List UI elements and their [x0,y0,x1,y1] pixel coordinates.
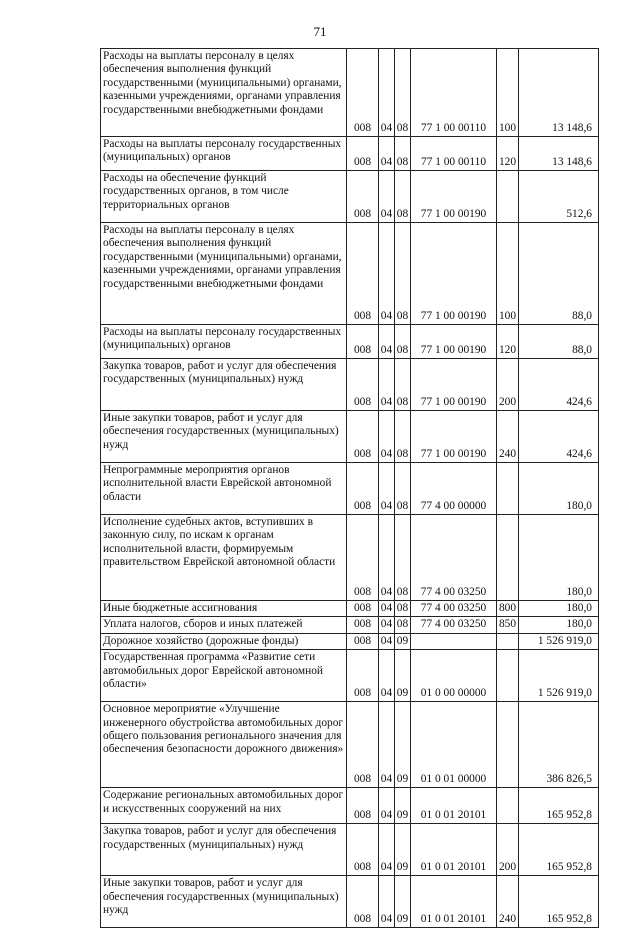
row-expense-type-code: 800 [497,601,519,617]
row-ved-code: 008 [347,463,379,515]
row-expense-type-code [497,171,519,223]
table-row [101,617,599,633]
row-subsection-code: 09 [395,650,411,702]
row-expense-type-code: 200 [497,359,519,411]
row-amount: 424,6 [519,411,599,463]
row-subsection-code: 09 [395,633,411,649]
page-number: 71 [313,24,327,39]
row-expense-type-code: 100 [497,49,519,137]
row-target-article-code: 77 1 00 00190 [411,411,497,463]
row-amount: 180,0 [519,617,599,633]
table-row [101,411,599,463]
table-row [101,788,599,824]
row-target-article-code: 77 4 00 03250 [411,515,497,601]
row-subsection-code: 09 [395,788,411,824]
row-ved-code: 008 [347,171,379,223]
row-amount: 165 952,8 [519,876,599,928]
row-subsection-code: 08 [395,137,411,171]
row-amount: 1 526 919,0 [519,650,599,702]
row-subsection-code: 08 [395,515,411,601]
row-section-code: 04 [379,515,395,601]
row-name: Дорожное хозяйство (дорожные фонды) [101,633,347,649]
table-row [101,49,599,137]
table-row [101,824,599,876]
row-subsection-code: 08 [395,325,411,359]
table-row [101,633,599,649]
row-section-code: 04 [379,463,395,515]
row-amount: 180,0 [519,463,599,515]
row-expense-type-code: 850 [497,617,519,633]
row-name: Расходы на выплаты персоналу государственных (муниципальных) органов [101,325,347,359]
row-target-article-code: 01 0 01 20101 [411,788,497,824]
row-ved-code: 008 [347,359,379,411]
row-subsection-code: 08 [395,49,411,137]
row-amount: 165 952,8 [519,788,599,824]
row-amount: 165 952,8 [519,824,599,876]
row-expense-type-code [497,633,519,649]
row-subsection-code: 08 [395,359,411,411]
row-section-code: 04 [379,824,395,876]
row-target-article-code: 77 1 00 00190 [411,171,497,223]
row-name: Основное мероприятие «Улучшение инженерного обустройства автомобильных дорог общего пользования регионального значения для обеспечения безопасности дорожного движения» [101,702,347,788]
row-subsection-code: 08 [395,171,411,223]
row-name: Государственная программа «Развитие сети автомобильных дорог Еврейской автономной области» [101,650,347,702]
row-ved-code: 008 [347,137,379,171]
row-expense-type-code: 100 [497,223,519,325]
table-row [101,137,599,171]
table-body [101,49,599,928]
row-section-code: 04 [379,650,395,702]
row-target-article-code: 01 0 01 00000 [411,702,497,788]
row-ved-code: 008 [347,876,379,928]
row-expense-type-code: 240 [497,876,519,928]
row-section-code: 04 [379,633,395,649]
row-section-code: 04 [379,223,395,325]
row-target-article-code: 01 0 01 20101 [411,876,497,928]
row-name: Закупка товаров, работ и услуг для обеспечения государственных (муниципальных) нужд [101,359,347,411]
row-expense-type-code: 120 [497,137,519,171]
row-ved-code: 008 [347,515,379,601]
row-ved-code: 008 [347,49,379,137]
row-name: Иные закупки товаров, работ и услуг для обеспечения государственных (муниципальных) нужд [101,876,347,928]
row-ved-code: 008 [347,411,379,463]
row-section-code: 04 [379,788,395,824]
table-row [101,463,599,515]
table-row [101,325,599,359]
row-subsection-code: 08 [395,411,411,463]
row-amount: 512,6 [519,171,599,223]
row-target-article-code: 77 4 00 03250 [411,601,497,617]
row-ved-code: 008 [347,702,379,788]
row-expense-type-code [497,650,519,702]
row-expense-type-code [497,463,519,515]
row-subsection-code: 09 [395,702,411,788]
row-target-article-code: 77 1 00 00190 [411,325,497,359]
row-target-article-code: 77 1 00 00190 [411,223,497,325]
table-row [101,650,599,702]
row-ved-code: 008 [347,824,379,876]
row-name: Расходы на выплаты персоналу в целях обеспечения выполнения функций государственными (муниципальными) органами, казенными учреждениями, органами управления государственными внебюджетными фондами [101,223,347,325]
row-ved-code: 008 [347,788,379,824]
row-amount: 180,0 [519,515,599,601]
row-name: Расходы на выплаты персоналу в целях обеспечения выполнения функций государственными (муниципальными) органами, казенными учреждениями, органами управления государственными внебюджетными фондами [101,49,347,137]
row-target-article-code: 01 0 00 00000 [411,650,497,702]
row-section-code: 04 [379,171,395,223]
budget-table [100,48,599,928]
row-amount: 180,0 [519,601,599,617]
row-ved-code: 008 [347,601,379,617]
row-section-code: 04 [379,325,395,359]
row-name: Иные бюджетные ассигнования [101,601,347,617]
row-target-article-code: 01 0 01 20101 [411,824,497,876]
row-name: Уплата налогов, сборов и иных платежей [101,617,347,633]
row-expense-type-code: 200 [497,824,519,876]
row-target-article-code: 77 1 00 00190 [411,359,497,411]
row-section-code: 04 [379,617,395,633]
row-subsection-code: 09 [395,824,411,876]
row-name: Непрограммные мероприятия органов исполнительной власти Еврейской автономной области [101,463,347,515]
row-target-article-code [411,633,497,649]
row-subsection-code: 09 [395,876,411,928]
row-ved-code: 008 [347,650,379,702]
row-expense-type-code: 240 [497,411,519,463]
row-amount: 88,0 [519,223,599,325]
row-amount: 13 148,6 [519,49,599,137]
row-section-code: 04 [379,137,395,171]
table-row [101,359,599,411]
row-amount: 1 526 919,0 [519,633,599,649]
row-subsection-code: 08 [395,617,411,633]
table-row [101,876,599,928]
row-ved-code: 008 [347,633,379,649]
row-target-article-code: 77 4 00 00000 [411,463,497,515]
table-row [101,601,599,617]
table-row [101,171,599,223]
row-subsection-code: 08 [395,601,411,617]
row-section-code: 04 [379,411,395,463]
row-section-code: 04 [379,49,395,137]
row-target-article-code: 77 4 00 03250 [411,617,497,633]
row-section-code: 04 [379,601,395,617]
row-section-code: 04 [379,876,395,928]
row-amount: 13 148,6 [519,137,599,171]
row-expense-type-code: 120 [497,325,519,359]
row-name: Закупка товаров, работ и услуг для обеспечения государственных (муниципальных) нужд [101,824,347,876]
row-expense-type-code [497,515,519,601]
row-ved-code: 008 [347,325,379,359]
row-name: Расходы на выплаты персоналу государственных (муниципальных) органов [101,137,347,171]
row-name: Расходы на обеспечение функций государственных органов, в том числе территориальных органов [101,171,347,223]
row-amount: 386 826,5 [519,702,599,788]
table-row [101,223,599,325]
row-target-article-code: 77 1 00 00110 [411,49,497,137]
row-subsection-code: 08 [395,463,411,515]
row-name: Исполнение судебных актов, вступивших в законную силу, по искам к органам исполнительной власти, формируемым правительством Еврейской автономной области [101,515,347,601]
row-name: Иные закупки товаров, работ и услуг для обеспечения государственных (муниципальных) нужд [101,411,347,463]
row-amount: 88,0 [519,325,599,359]
row-amount: 424,6 [519,359,599,411]
row-subsection-code: 08 [395,223,411,325]
table-row [101,702,599,788]
row-ved-code: 008 [347,223,379,325]
row-target-article-code: 77 1 00 00110 [411,137,497,171]
row-ved-code: 008 [347,617,379,633]
row-expense-type-code [497,702,519,788]
row-name: Содержание региональных автомобильных дорог и искусственных сооружений на них [101,788,347,824]
row-section-code: 04 [379,702,395,788]
row-section-code: 04 [379,359,395,411]
table-row [101,515,599,601]
row-expense-type-code [497,788,519,824]
